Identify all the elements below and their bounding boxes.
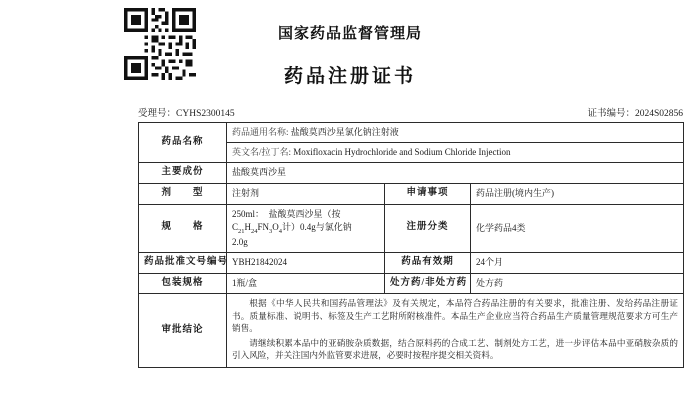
approval-number-label: 药品批准文号编号: [139, 252, 227, 273]
table-row: [139, 163, 684, 184]
certificate-number-label: 证书编号：: [587, 109, 635, 119]
conclusion-content: [227, 294, 684, 367]
english-name-cell: [227, 143, 684, 163]
issuing-organization: 国家药品监督管理局: [277, 26, 422, 42]
certificate-number: [587, 105, 683, 119]
page-title: 药品注册证书: [283, 66, 416, 87]
certificate-table: [138, 122, 684, 368]
registration-class-label: 注册分类: [385, 204, 471, 252]
english-name-value: Moxifloxacin Hydrochloride and Sodium Chloride Injection: [293, 147, 511, 158]
main-ingredient-label: 主要成份: [139, 163, 227, 184]
document-header: [0, 22, 700, 88]
spec-formula: $C_{21}H_{24}FN_3O_4$: [232, 221, 282, 235]
registration-class-value: 化学药品4类: [471, 204, 684, 252]
conclusion-paragraph-2: 请继续积累本品中的亚硝胺杂质数据，结合原料药的合成工艺、制剂处方工艺，进一步评估本品中亚硝胺杂质的引入风险，并关注国内外监管要求进展，必要时按程序提交相关资料。: [232, 337, 679, 361]
package-spec-value: 1瓶/盒: [227, 273, 385, 294]
meta-row: [138, 105, 683, 119]
prescription-type-label: 处方药/非处方药: [385, 273, 471, 294]
english-name-label: 英文名/拉丁名:: [232, 147, 292, 158]
table-row: [139, 123, 684, 143]
prescription-type-value: 处方药: [471, 273, 684, 294]
acceptance-number-value: CYHS2300145: [176, 109, 235, 119]
table-row: [139, 183, 684, 204]
validity-label: 药品有效期: [385, 252, 471, 273]
drug-name-label: 药品名称: [139, 123, 227, 163]
conclusion-label: 审批结论: [139, 294, 227, 367]
approval-number-value: YBH21842024: [227, 252, 385, 273]
application-item-label: 申请事项: [385, 183, 471, 204]
generic-name-cell: [227, 123, 684, 143]
package-spec-label: 包装规格: [139, 273, 227, 294]
table-row: [139, 273, 684, 294]
generic-name-label: 药品通用名称:: [232, 127, 289, 137]
validity-value: 24个月: [471, 252, 684, 273]
conclusion-paragraph-1: 根据《中华人民共和国药品管理法》及有关规定，本品符合药品注册的有关要求，批准注册、发给药品注册证书。质量标准、说明书、标签及生产工艺附所附核准件。本品生产企业应当符合药品生产质量管理规范要求方可生产销售。: [232, 298, 679, 334]
application-item-value: 药品注册(境内生产): [471, 183, 684, 204]
table-row: [139, 204, 684, 252]
spec-label: 规 格: [139, 204, 227, 252]
spec-line-1: 250ml： 盐酸莫西沙星（按: [232, 208, 341, 219]
spec-value: [227, 204, 385, 252]
table-row: [139, 252, 684, 273]
acceptance-number-label: 受理号：: [138, 109, 177, 119]
spec-line-3: 2.0g: [232, 236, 248, 247]
acceptance-number: [138, 105, 235, 119]
certificate-number-value: 2024S02856: [634, 109, 683, 119]
generic-name-value: 盐酸莫西沙星氯化钠注射液: [290, 127, 399, 137]
dosage-form-label: 剂 型: [139, 183, 227, 204]
dosage-form-value: 注射剂: [227, 183, 385, 204]
main-ingredient-value: 盐酸莫西沙星: [227, 163, 684, 184]
spec-line-2: 计）0.4g与氯化钠: [281, 221, 352, 232]
table-row: [139, 294, 684, 367]
